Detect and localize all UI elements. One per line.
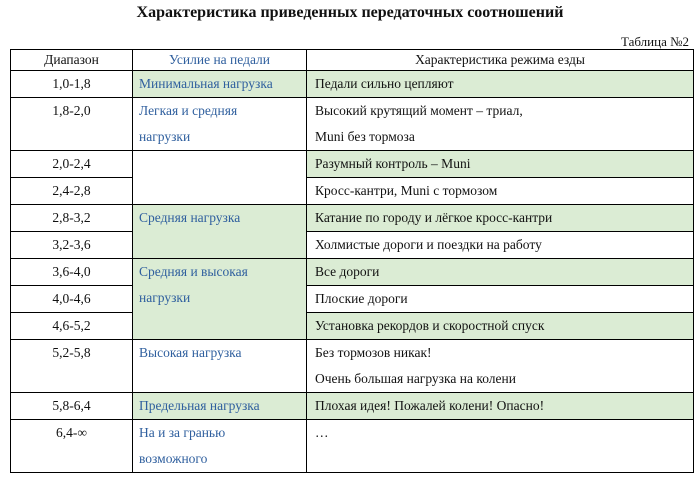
effort-cell-light-medium [133,98,307,151]
effort-cell-beyond [133,420,307,473]
mode-cell: Педали сильно цепляют [307,71,694,98]
table-row [11,286,694,313]
range-cell: 1,8-2,0 [11,98,133,151]
table-row [11,205,694,232]
mode-cell: Разумный контроль – Muni [307,151,694,178]
mode-cell: Катание по городу и лёгкое кросс-кантри [307,205,694,232]
header-mode: Характеристика режима езды [307,50,694,71]
table-header-row [11,50,694,71]
table-row [11,178,694,205]
range-cell: 3,6-4,0 [11,259,133,286]
mode-cell: Высокий крутящий момент – триал, [307,98,694,125]
table-number: Таблица №2 [620,34,689,49]
table-row [11,340,694,367]
document-title: Характеристика приведенных передаточных соотношений [136,4,564,21]
header-effort: Усилие на педали [133,50,307,71]
table-row [11,393,694,420]
range-cell: 1,0-1,8 [11,71,133,98]
effort-line: возможного [139,451,208,466]
effort-line: На и за гранью [139,425,226,440]
table-row [11,151,694,178]
mode-cell: Кросс-кантри, Muni с тормозом [307,178,694,205]
mode-cell: Установка рекордов и скоростной спуск [307,313,694,340]
effort-cell-medium: Средняя нагрузка [133,205,307,259]
table-row [11,71,694,98]
mode-cell: Очень большая нагрузка на колени [307,366,694,393]
mode-cell: Muni без тормоза [307,124,694,151]
effort-cell-medium-high [133,259,307,340]
gear-ratio-table [10,49,694,473]
mode-cell: Плохая идея! Пожалей колени! Опасно! [307,393,694,420]
effort-line: нагрузки [139,290,191,305]
mode-cell: Холмистые дороги и поездки на работу [307,232,694,259]
effort-line: Легкая и средняя [139,103,238,118]
mode-cell: Плоские дороги [307,286,694,313]
range-cell: 5,8-6,4 [11,393,133,420]
range-cell: 3,2-3,6 [11,232,133,259]
range-cell: 4,6-5,2 [11,313,133,340]
table-row [11,420,694,473]
range-cell: 2,8-3,2 [11,205,133,232]
range-cell: 2,0-2,4 [11,151,133,178]
effort-cell-minimal: Минимальная нагрузка [133,71,307,98]
table-row [11,259,694,286]
mode-cell: Все дороги [307,259,694,286]
effort-cell-limit: Предельная нагрузка [133,393,307,420]
range-cell: 2,4-2,8 [11,178,133,205]
effort-line: нагрузки [139,129,191,144]
range-cell: 6,4-∞ [11,420,133,473]
mode-cell: … [307,420,694,473]
effort-cell-high: Высокая нагрузка [133,340,307,393]
range-cell: 4,0-4,6 [11,286,133,313]
table-row [11,98,694,125]
effort-cell-light-medium-cont [133,151,307,205]
range-cell: 5,2-5,8 [11,340,133,393]
table-row [11,232,694,259]
table-row [11,313,694,340]
header-range: Диапазон [11,50,133,71]
effort-line: Средняя и высокая [139,264,248,279]
mode-cell: Без тормозов никак! [307,340,694,367]
